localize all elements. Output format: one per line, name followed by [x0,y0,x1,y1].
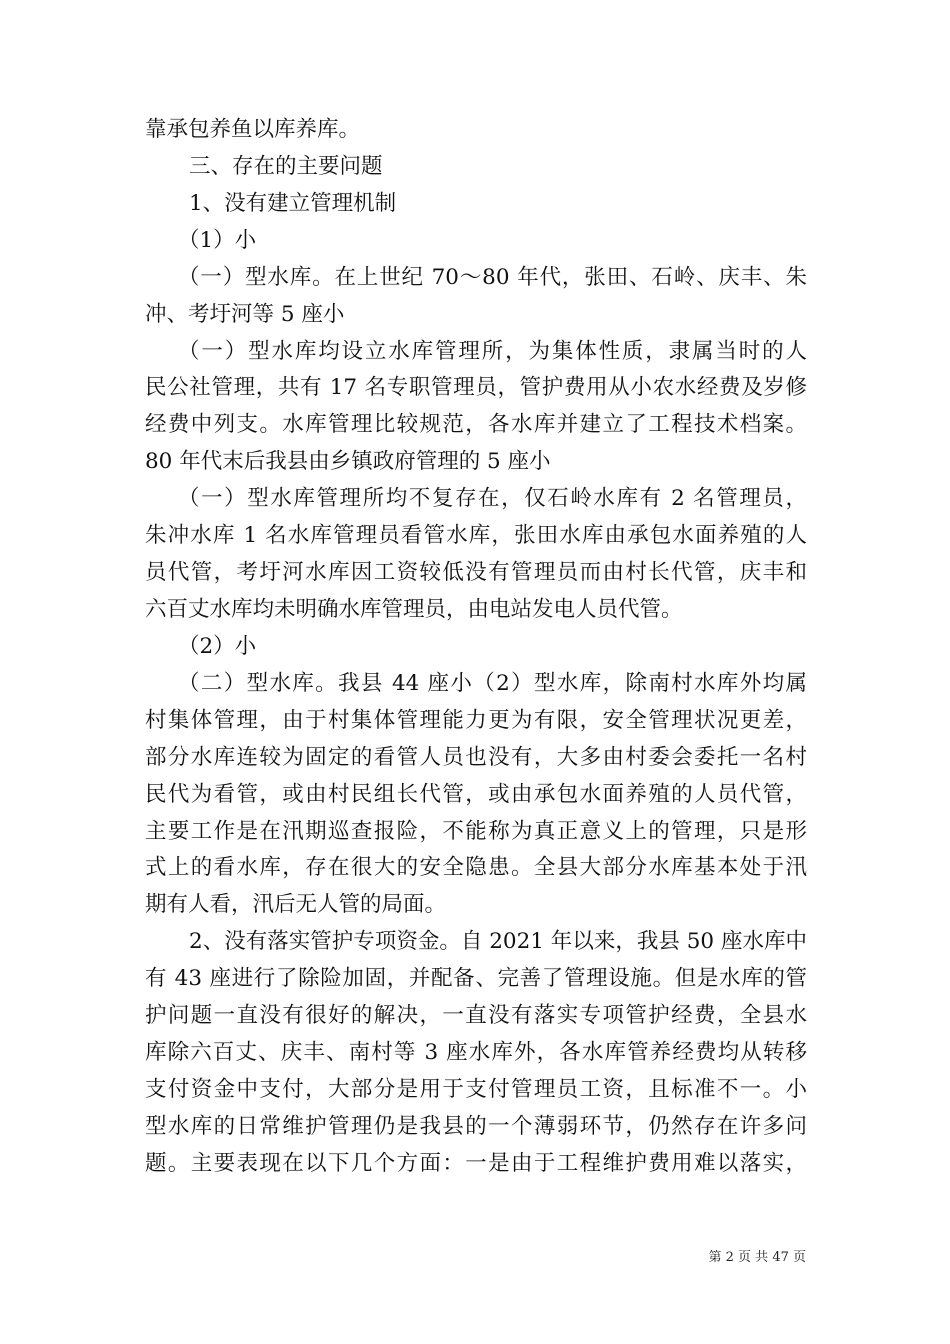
text-line: 六百丈水库均未明确水库管理员，由电站发电人员代管。 [145,596,683,622]
text-line: 靠承包养鱼以库养库。 [145,117,361,142]
text-line: 民公社管理，共有 17 名专职管理员，管护费用从小农水经费及岁修 [145,375,807,401]
text-line: 2、没有落实管护专项资金。自 2021 年以来，我县 50 座水库中 [189,929,807,955]
text-line: 冲、考圩河等 5 座小 [145,301,345,327]
text-line: 部分水库连较为固定的看管人员也没有，大多由村委会委托一名村 [145,744,807,770]
text-line: 经费中列支。水库管理比较规范，各水库并建立了工程技术档案。 [145,412,807,438]
text-line: 式上的看水库，存在很大的安全隐患。全县大部分水库基本处于汛 [145,855,807,881]
text-line: 支付资金中支付，大部分是用于支付管理员工资，且标准不一。小 [145,1076,807,1102]
text-line: 朱冲水库 1 名水库管理员看管水库，张田水库由承包水面养殖的人 [145,523,807,549]
text-line: 有 43 座进行了除险加固，并配备、完善了管理设施。但是水库的管 [145,966,807,992]
text-line: （2）小 [178,633,257,659]
text-line: （一）型水库均设立水库管理所，为集体性质，隶属当时的人 [178,338,807,364]
document-body [145,112,807,1183]
text-line: （1）小 [178,227,257,253]
text-line: （一）型水库。在上世纪 70～80 年代，张田、石岭、庆丰、朱 [178,264,807,290]
text-line: （一）型水库管理所均不复存在，仅石岭水库有 2 名管理员， [178,486,807,512]
text-line: 库除六百丈、庆丰、南村等 3 座水库外，各水库管养经费均从转移 [145,1040,807,1066]
text-line: 期有人看，汛后无人管的局面。 [145,892,447,918]
text-line: （二）型水库。我县 44 座小（2）型水库，除南村水库外均属 [178,670,807,696]
text-line: 题。主要表现在以下几个方面：一是由于工程维护费用难以落实， [145,1150,807,1176]
page-number: 第 2 页 共 47 页 [708,1250,806,1265]
text-line: 型水库的日常维护管理仍是我县的一个薄弱环节，仍然存在许多问 [145,1113,807,1139]
text-line: 主要工作是在汛期巡查报险，不能称为真正意义上的管理，只是形 [145,818,807,844]
text-line: 三、存在的主要问题 [189,153,383,179]
text-line: 村集体管理，由于村集体管理能力更为有限，安全管理状况更差， [145,707,807,733]
text-line: 1、没有建立管理机制 [189,190,397,216]
text-line: 民代为看管，或由村民组长代管，或由承包水面养殖的人员代管， [145,781,807,807]
text-line: 护问题一直没有很好的解决，一直没有落实专项管护经费，全县水 [145,1003,807,1029]
text-line: 80 年代末后我县由乡镇政府管理的 5 座小 [145,449,551,475]
text-line: 员代管，考圩河水库因工资较低没有管理员而由村长代管，庆丰和 [145,560,807,586]
